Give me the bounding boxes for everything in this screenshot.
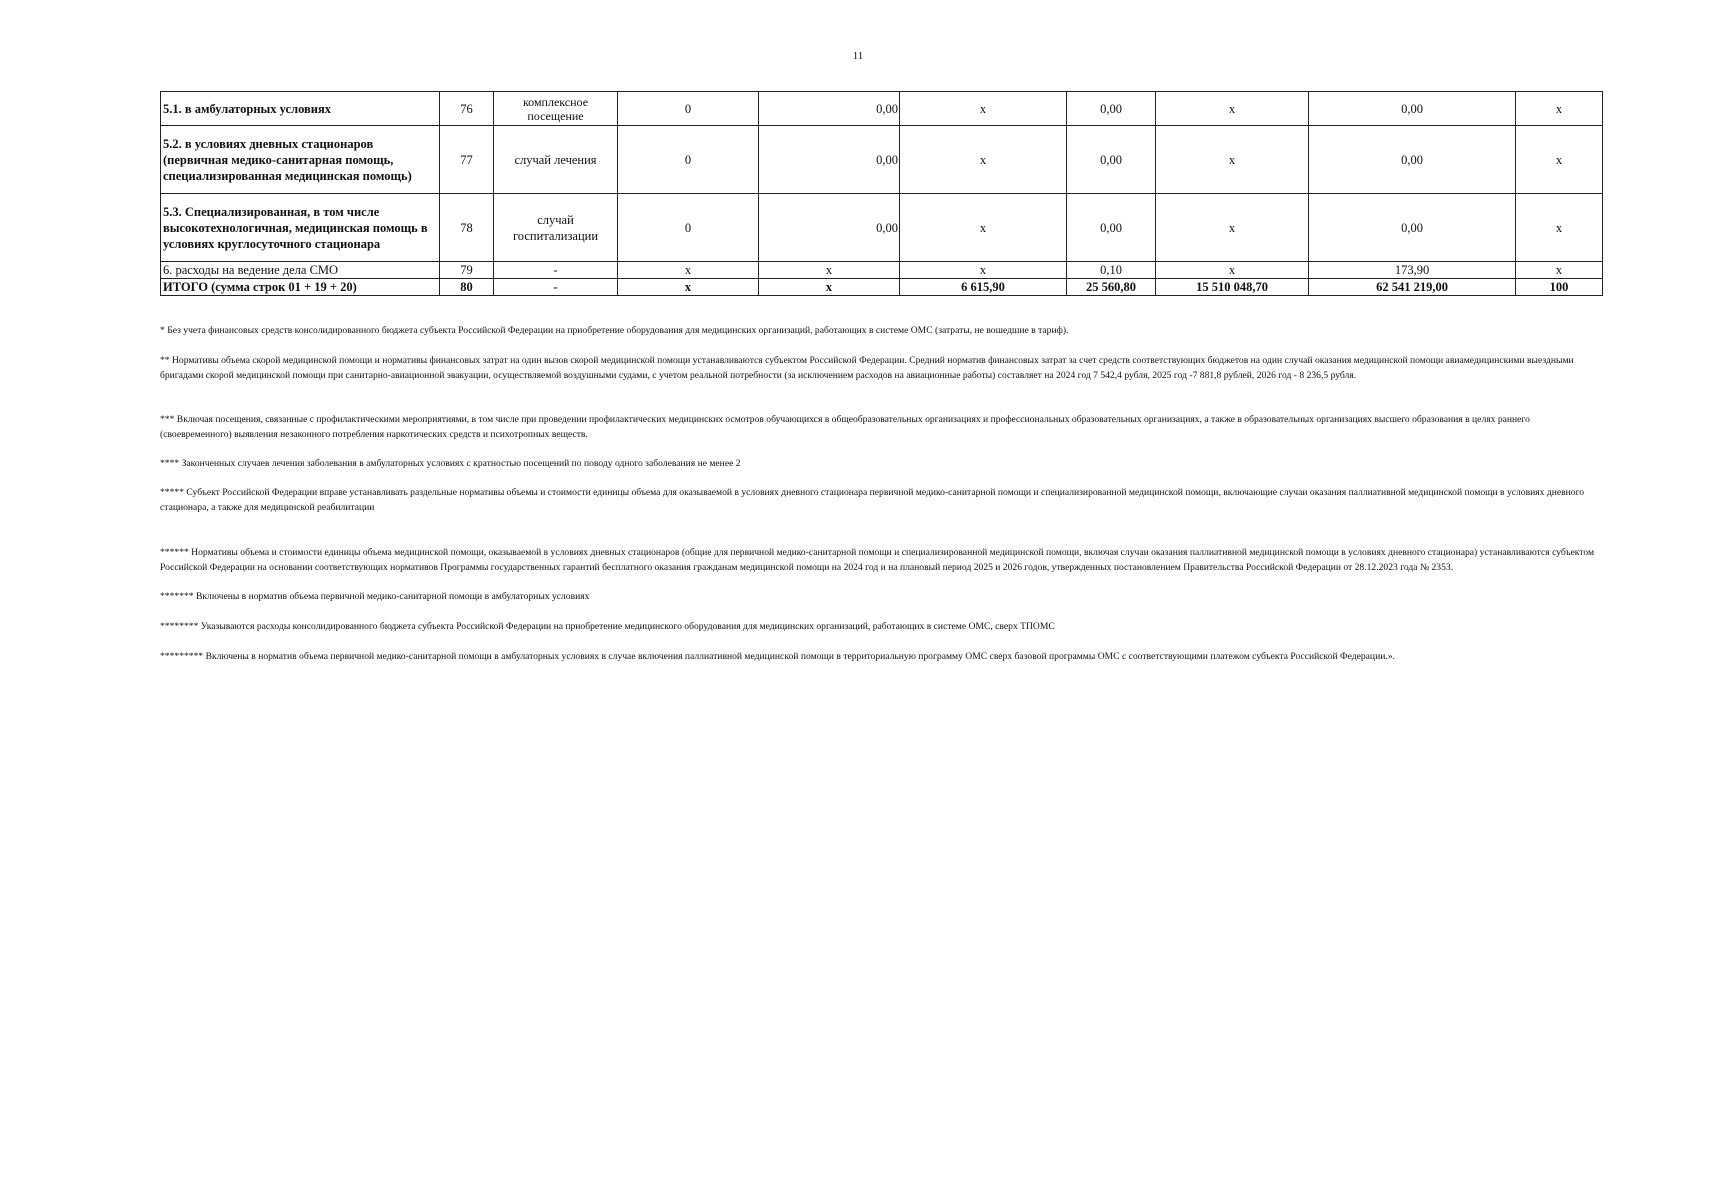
cell-sum-budget: х [1156,262,1309,279]
footnote: * Без учета финансовых средств консолидированного бюджета субъекта Российской Федерации на приобретение оборудования для медицинских организаций, работающих в системе ОМС (затраты, не вошедшие в тариф). [160,325,1069,336]
cell-percent: 100 [1516,279,1603,296]
footnote: **** Законченных случаев лечения заболевания в амбулаторных условиях с кратностью посещений по поводу одного заболевания не менее 2 [160,458,741,469]
footnote: ** Нормативы объема скорой медицинской помощи и нормативы финансовых затрат на один вызов скорой медицинской помощи устанавливаются субъектом Российской Федерации. Средний норматив финансовых затрат за счет средств соответствующих бюджетов на один случай оказания медицинской помощи авиамедицинскими выездными бригадами скорой медицинской помощи при санитарно-авиационной эвакуации, осуществляемой воздушными судами, с учетом реальной потребности (за исключением расходов на авиационные работы) составляет на 2024 год 7 542,4 рубля, 2025 год -7 881,8 рублей, 2026 год - 8 236,5 рубля. [160,355,1574,381]
cell-per-capita-oms: 0,00 [1067,194,1156,262]
cell-per-capita-budget: х [900,126,1067,194]
cell-sum-oms: 0,00 [1309,92,1516,126]
cell-volume: 0 [618,126,759,194]
footnote: ***** Субъект Российской Федерации вправе устанавливать раздельные нормативы объемы и стоимости единицы объема для оказываемой в условиях дневного стационара первичной медико-санитарной помощи и специализированной медицинской помощи, включающие случаи оказания паллиативной медицинской помощи в условиях дневного стационара, а также для медицинской реабилитации [160,487,1585,513]
row-code: 77 [440,126,494,194]
footnote: ********* Включены в норматив объема первичной медико-санитарной помощи в амбулаторных условиях в случае включения паллиативной медицинской помощи в территориальную программу ОМС сверх базовой программы ОМС с соответствующими платежом субъекта Российской Федерации.». [160,651,1395,662]
cell-per-capita-budget: 6 615,90 [900,279,1067,296]
row-name: 5.2. в условиях дневных стационаров (первичная медико-санитарная помощь, специализированная медицинская помощь) [161,126,440,194]
footnote: *** Включая посещения, связанные с профилактическими мероприятиями, в том числе при проведении профилактических медицинских осмотров обучающихся в общеобразовательных организациях и профессиональных образовательных организациях, а также в образовательных организациях высшего образования в целях раннего (своевременного) выявления незаконного потребления наркотических средств и психотропных веществ. [160,414,1530,440]
row-unit: - [494,262,618,279]
cell-sum-budget: х [1156,126,1309,194]
footnote: ****** Нормативы объема и стоимости единицы объема медицинской помощи, оказываемой в условиях дневных стационаров (общие для первичной медико-санитарной помощи и специализированной медицинской помощи, включая случаи оказания паллиативной медицинской помощи в условиях дневного стационара) устанавливаются субъектом Российской Федерации на основании соответствующих нормативов Программы государственных гарантий бесплатного оказания гражданам медицинской помощи на 2024 год и на плановый период 2025 и 2026 годов, утвержденных постановлением Правительства Российской Федерации от 28.12.2023 года № 2353. [160,547,1595,573]
cell-sum-budget: х [1156,194,1309,262]
row-unit: - [494,279,618,296]
cell-cost: х [759,279,900,296]
row-name: ИТОГО (сумма строк 01 + 19 + 20) [161,279,440,296]
cell-per-capita-oms: 0,00 [1067,92,1156,126]
table-row [161,262,1603,279]
cell-per-capita-oms: 25 560,80 [1067,279,1156,296]
cell-cost: х [759,262,900,279]
cell-cost: 0,00 [759,126,900,194]
cell-per-capita-budget: х [900,262,1067,279]
cell-per-capita-budget: х [900,194,1067,262]
cell-sum-budget: 15 510 048,70 [1156,279,1309,296]
table-row [161,126,1603,194]
row-name: 5.1. в амбулаторных условиях [161,92,440,126]
cell-cost: 0,00 [759,194,900,262]
cell-per-capita-oms: 0,10 [1067,262,1156,279]
page-number: 11 [852,50,864,62]
row-code: 78 [440,194,494,262]
cell-sum-oms: 173,90 [1309,262,1516,279]
cell-volume: 0 [618,92,759,126]
table-row [161,92,1603,126]
cell-volume: х [618,262,759,279]
row-code: 80 [440,279,494,296]
cell-cost: 0,00 [759,92,900,126]
cell-percent: х [1516,262,1603,279]
cell-volume: х [618,279,759,296]
footnote: ******** Указываются расходы консолидированного бюджета субъекта Российской Федерации на приобретение медицинского оборудования для медицинских организаций, работающих в системе ОМС, сверх ТПОМС [160,621,1055,632]
row-unit: случай госпитализации [494,194,618,262]
cell-per-capita-oms: 0,00 [1067,126,1156,194]
row-name: 5.3. Специализированная, в том числе высокотехнологичная, медицинская помощь в условиях круглосуточного стационара [161,194,440,262]
table-row-total [161,279,1603,296]
row-unit: случай лечения [494,126,618,194]
cell-sum-oms: 0,00 [1309,126,1516,194]
row-code: 79 [440,262,494,279]
cell-per-capita-budget: х [900,92,1067,126]
footnote: ******* Включены в норматив объема первичной медико-санитарной помощи в амбулаторных условиях [160,591,590,602]
cell-sum-oms: 0,00 [1309,194,1516,262]
cell-percent: х [1516,126,1603,194]
cell-sum-oms: 62 541 219,00 [1309,279,1516,296]
row-code: 76 [440,92,494,126]
footnotes [160,323,1600,664]
table-row [161,194,1603,262]
cell-volume: 0 [618,194,759,262]
cell-sum-budget: х [1156,92,1309,126]
cell-percent: х [1516,194,1603,262]
cell-percent: х [1516,92,1603,126]
row-name: 6. расходы на ведение дела СМО [161,262,440,279]
financing-table [160,91,1603,296]
row-unit: комплексное посещение [494,92,618,126]
